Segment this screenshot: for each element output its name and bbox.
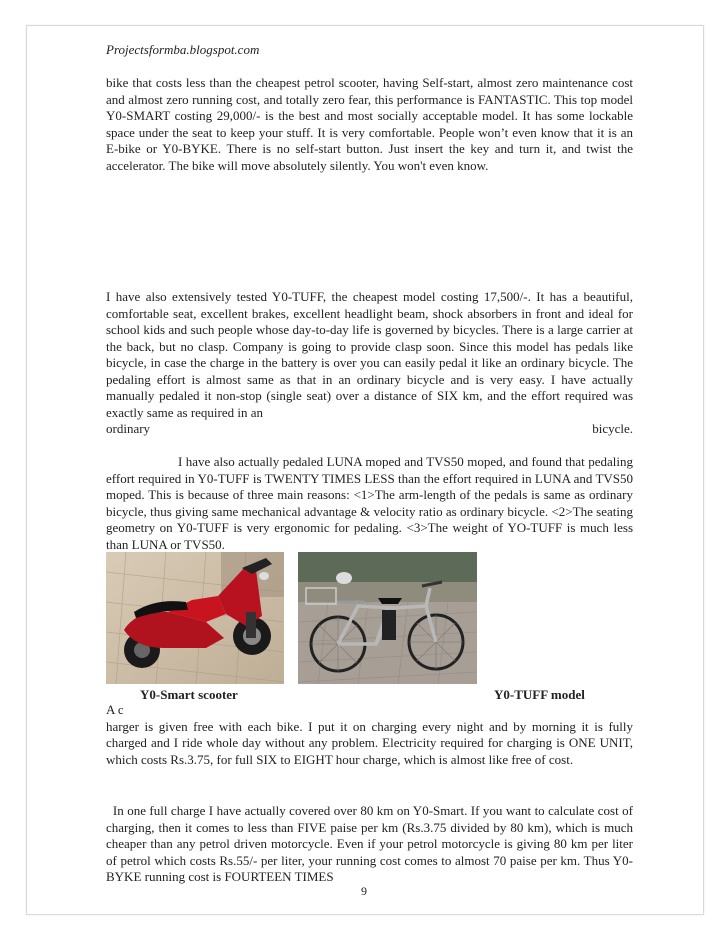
caption-yo-tuff-model: Y0-TUFF model [494,687,585,702]
paragraph-luna-text: I have also actually pedaled LUNA moped and TVS50 moped, and found that pedaling effort required in Y0-TUFF is TWENTY TIMES LESS than the effort required in LUNA and TVS50 moped. This is because of three main reasons: <1>The arm-length of the pedals is same as ordinary bicycle, thus giving same mechanical advantage & velocity ratio as ordinary bicycle. <2>The seating geometry on Y0-TUFF is very ergonomic for pedaling. <3>The weight of YO-TUFF is much less than LUNA or TVS50. [106,454,633,552]
yo-smart-scooter-photo [106,552,284,684]
justified-last-line [106,421,633,438]
charger-text: harger is given free with each bike. I put it on charging every night and by morning it is fully charged and I ride whole day without any problem. Electricity required for charging is ONE UNIT, which costs Rs.3.75, for full SIX to EIGHT hour charge, which is almost like free of cost. [106,718,633,767]
word-ordinary: ordinary [106,421,151,436]
word-bicycle: bicycle. [592,421,633,436]
paragraph-yo-smart: bike that costs less than the cheapest petrol scooter, having Self-start, almost zero maintenance cost and almost zero running cost, and totally zero fear, this performance is FANTASTIC. This top model Y0-SMART costing 29,000/- is the best and most socially acceptable model. It has some lockable space under the seat to keep your stuff. It is very comfortable. People won’t even know that it is an E-bike or Y0-BYKE. There is no self-start button. Just insert the key and turn it, and twist the accelerator. The bike will move absolutely silently. You won't even know. [106,75,633,173]
page-number: 9 [361,884,367,898]
paragraph-running-cost [106,803,633,886]
paragraph-yo-tuff [106,289,633,438]
paragraph-luna-comparison [106,454,633,553]
charger-first-fragment: A c [106,702,124,717]
running-cost-text: In one full charge I have actually covered over 80 km on Y0-Smart. If you want to calculate cost of charging, then it comes to less than FIVE paise per km (Rs.3.75 divided by 80 km), which is much cheaper than any petrol driven motorcycle. Even if your petrol motorcycle is giving 80 km per liter of petrol which costs Rs.55/- per liter, your running cost comes to almost 70 paise per km. Thus Y0-BYKE running cost is FOURTEEN TIMES [106,803,633,884]
paragraph-yo-tuff-text: I have also extensively tested Y0-TUFF, the cheapest model costing 17,500/-. It has a beautiful, comfortable seat, excellent brakes, excellent headlight beam, shock absorbers in front and ideal for school kids and such people whose day-to-day life is governed by bicycles. There is a large carrier at the back, but no clasp. Company is going to provide clasp soon. Since this model has pedals like bicycle, in case the charge in the battery is over you can easily pedal it like an ordinary bicycle. The pedaling effort is almost same as that in an ordinary bicycle and is very easy. I have actually manually pedaled it non-stop (single seat) over a distance of SIX km, and the effort required was exactly same as required in an [106,289,633,420]
yo-tuff-model-photo [298,552,477,684]
page-header: Projectsformba.blogspot.com [106,42,260,57]
paragraph-charger [106,702,633,768]
caption-yo-smart-scooter: Y0-Smart scooter [140,687,238,702]
